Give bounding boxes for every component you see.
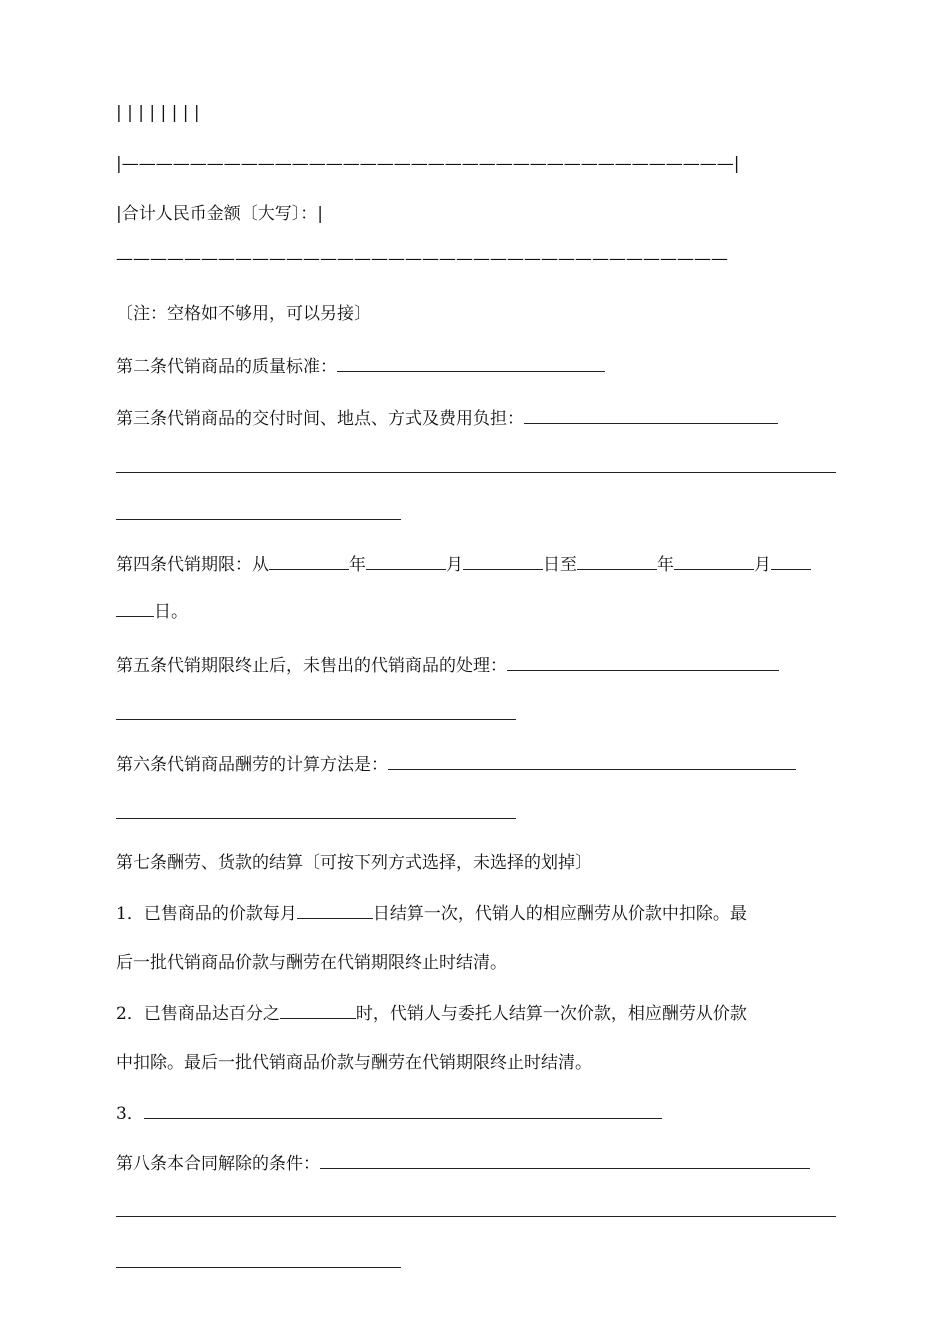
article-5-text: 第五条代销期限终止后，未售出的代销商品的处理： xyxy=(116,656,507,676)
article-2-text: 第二条代销商品的质量标准： xyxy=(116,357,337,377)
end-day-label: 日。 xyxy=(154,602,188,622)
article-4-cont xyxy=(116,599,188,624)
end-day-blank-part-2[interactable] xyxy=(116,599,154,617)
start-month-blank[interactable] xyxy=(366,552,446,570)
option-3-text: 3． xyxy=(116,1104,144,1124)
option-1-text-c: 后一批代销商品价款与酬劳在代销期限终止时结清。 xyxy=(116,953,507,973)
table-total-label: |合计人民币金额〔大写〕：| xyxy=(116,204,323,224)
start-year-blank[interactable] xyxy=(269,552,349,570)
article-8 xyxy=(116,1151,810,1176)
article-5 xyxy=(116,653,779,678)
article-8-text: 第八条本合同解除的条件： xyxy=(116,1154,320,1174)
article-6 xyxy=(116,752,796,777)
unsold-goods-blank[interactable] xyxy=(507,653,779,671)
article-7-option-2 xyxy=(116,1001,747,1026)
note-text: 〔注：空格如不够用，可以另接〕 xyxy=(116,304,371,324)
article-7-option-3 xyxy=(116,1101,662,1126)
article-7-text: 第七条酬劳、货款的结算〔可按下列方式选择，未选择的划掉〕 xyxy=(116,853,592,873)
delivery-terms-blank-line-3[interactable] xyxy=(116,519,401,520)
article-4 xyxy=(116,552,811,577)
article-3 xyxy=(116,406,778,431)
end-month-blank[interactable] xyxy=(674,552,754,570)
article-4-prefix: 第四条代销期限：从 xyxy=(116,555,269,575)
end-day-blank-part-1[interactable] xyxy=(771,552,811,570)
option-1-text-b: 日结算一次，代销人的相应酬劳从价款中扣除。最 xyxy=(372,904,747,924)
remuneration-method-blank[interactable] xyxy=(388,752,796,770)
table-separator-row: |————————————————————————————————————| xyxy=(116,154,740,174)
end-year-blank[interactable] xyxy=(577,552,657,570)
article-3-text: 第三条代销商品的交付时间、地点、方式及费用负担： xyxy=(116,409,524,429)
remuneration-method-blank-line-2[interactable] xyxy=(116,818,516,819)
unsold-goods-blank-line-2[interactable] xyxy=(116,719,516,720)
start-day-blank[interactable] xyxy=(463,552,543,570)
monthly-settlement-day-blank[interactable] xyxy=(297,901,373,919)
sales-percentage-blank[interactable] xyxy=(280,1001,356,1019)
start-month-label: 月 xyxy=(446,555,463,575)
termination-conditions-blank-line-3[interactable] xyxy=(116,1267,401,1268)
table-row-pipes: | | | | | | | | xyxy=(116,103,200,123)
option-3-blank[interactable] xyxy=(144,1101,662,1119)
delivery-terms-blank[interactable] xyxy=(524,406,778,424)
option-1-text-a: 1．已售商品的价款每月 xyxy=(116,904,297,924)
option-2-text-a: 2．已售商品达百分之 xyxy=(116,1004,280,1024)
option-2-text-b: 时，代销人与委托人结算一次价款，相应酬劳从价款 xyxy=(355,1004,747,1024)
article-6-text: 第六条代销商品酬劳的计算方法是： xyxy=(116,755,388,775)
termination-conditions-blank-line-2[interactable] xyxy=(116,1216,836,1217)
option-2-text-c: 中扣除。最后一批代销商品价款与酬劳在代销期限终止时结清。 xyxy=(116,1053,592,1073)
quality-standard-blank[interactable] xyxy=(337,354,605,372)
table-bottom-rule: ———————————————————————————————————— xyxy=(116,249,728,269)
termination-conditions-blank[interactable] xyxy=(320,1151,810,1169)
delivery-terms-blank-line-2[interactable] xyxy=(116,472,836,473)
article-2 xyxy=(116,354,605,379)
end-year-label: 年 xyxy=(657,555,674,575)
end-month-label: 月 xyxy=(754,555,771,575)
start-day-label: 日至 xyxy=(543,555,577,575)
start-year-label: 年 xyxy=(349,555,366,575)
article-7-option-1 xyxy=(116,901,747,926)
